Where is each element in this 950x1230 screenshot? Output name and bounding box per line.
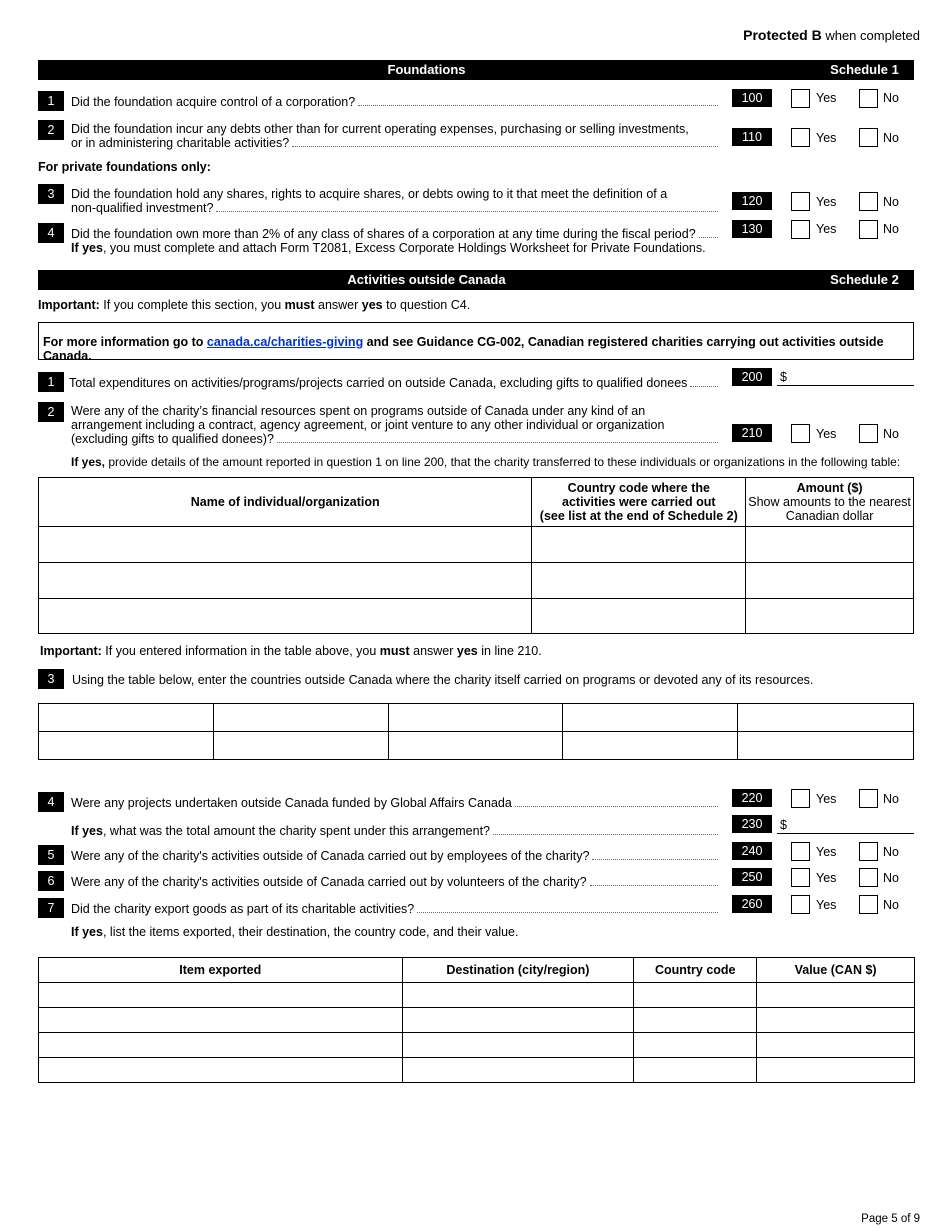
country-code-cell[interactable] <box>634 1058 757 1083</box>
question-number: 2 <box>38 120 64 140</box>
question-number: 2 <box>38 402 64 422</box>
no-checkbox[interactable] <box>859 192 878 211</box>
amount-cell[interactable] <box>746 527 914 563</box>
line-code: 100 <box>732 89 772 107</box>
question-text: Did the foundation own more than 2% of any class of shares of a corporation at any time during the fiscal period? If yes, you must complete and attach Form T2081, Excess Corporate Holdings Worksheet for Private Foundations. <box>71 227 721 255</box>
table-row <box>39 732 914 760</box>
no-checkbox[interactable] <box>859 842 878 861</box>
no-label: No <box>883 845 899 859</box>
question-subtext: If yes, what was the total amount the charity spent under this arrangement? <box>71 824 721 838</box>
question-text: Did the charity export goods as part of its charitable activities? <box>71 902 721 916</box>
dollar-sign: $ <box>780 818 787 832</box>
table-row <box>39 1033 915 1058</box>
line-code: 210 <box>732 424 772 442</box>
no-checkbox[interactable] <box>859 895 878 914</box>
destination-cell[interactable] <box>402 1033 634 1058</box>
total-expenditures-input[interactable] <box>777 367 914 386</box>
column-header: Destination (city/region) <box>402 958 634 983</box>
section-header-foundations <box>38 60 914 80</box>
no-checkbox[interactable] <box>859 89 878 108</box>
question-number: 1 <box>38 372 64 392</box>
item-cell[interactable] <box>39 1033 403 1058</box>
line-code: 250 <box>732 868 772 886</box>
countries-table <box>38 703 914 760</box>
yes-label: Yes <box>816 792 837 806</box>
table-row <box>39 983 915 1008</box>
important-note: Important: If you entered information in the table above, you must answer yes in line 210. <box>40 644 542 658</box>
question-text: Did the foundation incur any debts other than for current operating expenses, purchasing or selling investments, or in administering charitable activities? <box>71 122 721 150</box>
charities-giving-link[interactable]: canada.ca/charities-giving <box>206 335 364 349</box>
yes-checkbox[interactable] <box>791 128 810 147</box>
line-code: 200 <box>732 368 772 386</box>
country-cell[interactable] <box>213 704 388 732</box>
table-row <box>39 1008 915 1033</box>
table-row <box>39 527 914 563</box>
yes-checkbox[interactable] <box>791 89 810 108</box>
destination-cell[interactable] <box>402 983 634 1008</box>
yes-label: Yes <box>816 195 837 209</box>
no-label: No <box>883 871 899 885</box>
section-header-activities <box>38 270 914 290</box>
no-label: No <box>883 898 899 912</box>
column-header: Name of individual/organization <box>39 478 532 527</box>
country-cell[interactable] <box>563 704 738 732</box>
line-code: 260 <box>732 895 772 913</box>
country-code-cell[interactable] <box>634 1033 757 1058</box>
question-number: 5 <box>38 845 64 865</box>
yes-label: Yes <box>816 131 837 145</box>
dollar-sign: $ <box>780 370 787 384</box>
table-row <box>39 704 914 732</box>
section-title: Activities outside Canada <box>347 272 506 287</box>
yes-checkbox[interactable] <box>791 220 810 239</box>
yes-checkbox[interactable] <box>791 842 810 861</box>
amount-cell[interactable] <box>746 599 914 634</box>
yes-label: Yes <box>816 427 837 441</box>
yes-checkbox[interactable] <box>791 868 810 887</box>
yes-checkbox[interactable] <box>791 895 810 914</box>
if-yes-instruction: If yes, provide details of the amount reported in question 1 on line 200, that the charity transferred to these individuals or organizations in the following table: <box>71 455 901 469</box>
table-row <box>39 563 914 599</box>
question-number: 4 <box>38 223 64 243</box>
yes-label: Yes <box>816 222 837 236</box>
destination-cell[interactable] <box>402 1058 634 1083</box>
question-text: Were any of the charity’s financial resources spent on programs outside of Canada under any kind of an arrangement including a contract, agency agreement, or joint venture to any other individual or organization (excluding gifts to qualified donees)? <box>71 404 721 446</box>
country-cell[interactable] <box>738 704 914 732</box>
global-affairs-amount-input[interactable] <box>777 815 914 834</box>
value-cell[interactable] <box>757 1058 915 1083</box>
value-cell[interactable] <box>757 983 915 1008</box>
amount-cell[interactable] <box>746 563 914 599</box>
country-cell[interactable] <box>39 704 214 732</box>
page-number: Page 5 of 9 <box>861 1213 920 1225</box>
item-cell[interactable] <box>39 1058 403 1083</box>
info-box: For more information go to canada.ca/charities-giving and see Guidance CG-002, Canadian registered charities carrying out activities outside Canada. <box>38 322 914 360</box>
section-title: Foundations <box>387 62 466 77</box>
line-code: 230 <box>732 815 772 833</box>
question-text: Were any of the charity's activities outside of Canada carried out by volunteers of the charity? <box>71 875 721 889</box>
name-cell[interactable] <box>39 599 532 634</box>
country-code-cell[interactable] <box>634 1008 757 1033</box>
important-note: Important: If you complete this section, you must answer yes to question C4. <box>38 298 471 312</box>
country-cell[interactable] <box>213 732 388 760</box>
private-foundations-note: For private foundations only: <box>38 160 211 174</box>
question-text: Were any of the charity's activities outside of Canada carried out by employees of the charity? <box>71 849 721 863</box>
yes-checkbox[interactable] <box>791 192 810 211</box>
line-code: 120 <box>732 192 772 210</box>
column-header: Amount ($) Show amounts to the nearest Canadian dollar <box>746 478 914 527</box>
question-number: 3 <box>38 184 64 204</box>
yes-label: Yes <box>816 845 837 859</box>
column-header: Item exported <box>39 958 403 983</box>
yes-checkbox[interactable] <box>791 424 810 443</box>
line-code: 240 <box>732 842 772 860</box>
no-checkbox[interactable] <box>859 220 878 239</box>
column-header: Country code <box>634 958 757 983</box>
table-row <box>39 599 914 634</box>
table-row <box>39 1058 915 1083</box>
question-number: 7 <box>38 898 64 918</box>
value-cell[interactable] <box>757 1033 915 1058</box>
country-cell[interactable] <box>388 704 563 732</box>
country-cell[interactable] <box>738 732 914 760</box>
no-label: No <box>883 222 899 236</box>
country-cell[interactable] <box>563 732 738 760</box>
transfers-table <box>38 477 914 634</box>
question-number: 4 <box>38 792 64 812</box>
no-label: No <box>883 91 899 105</box>
question-number: 6 <box>38 871 64 891</box>
question-text: Were any projects undertaken outside Canada funded by Global Affairs Canada <box>71 796 721 810</box>
yes-label: Yes <box>816 898 837 912</box>
schedule-label: Schedule 1 <box>830 62 899 77</box>
country-code-cell[interactable] <box>532 599 746 634</box>
line-code: 130 <box>732 220 772 238</box>
exports-table <box>38 957 915 1083</box>
yes-label: Yes <box>816 871 837 885</box>
country-cell[interactable] <box>39 732 214 760</box>
no-label: No <box>883 195 899 209</box>
question-text: Using the table below, enter the countries outside Canada where the charity itself carried on programs or devoted any of its resources. <box>72 673 814 687</box>
question-text: Did the foundation hold any shares, rights to acquire shares, or debts owing to it that meet the definition of a non-qualified investment? <box>71 187 721 215</box>
item-cell[interactable] <box>39 1008 403 1033</box>
column-header: Value (CAN $) <box>757 958 915 983</box>
line-code: 110 <box>732 128 772 146</box>
name-cell[interactable] <box>39 563 532 599</box>
name-cell[interactable] <box>39 527 532 563</box>
no-checkbox[interactable] <box>859 128 878 147</box>
country-code-cell[interactable] <box>532 563 746 599</box>
no-label: No <box>883 427 899 441</box>
protected-label: Protected B when completed <box>743 27 920 43</box>
destination-cell[interactable] <box>402 1008 634 1033</box>
column-header: Country code where the activities were carried out (see list at the end of Schedule 2) <box>532 478 746 527</box>
country-cell[interactable] <box>388 732 563 760</box>
schedule-label: Schedule 2 <box>830 272 899 287</box>
yes-label: Yes <box>816 91 837 105</box>
question-text: Did the foundation acquire control of a corporation? <box>71 95 721 109</box>
line-code: 220 <box>732 789 772 807</box>
no-label: No <box>883 131 899 145</box>
yes-checkbox[interactable] <box>791 789 810 808</box>
if-yes-instruction: If yes, list the items exported, their destination, the country code, and their value. <box>71 925 519 939</box>
country-code-cell[interactable] <box>532 527 746 563</box>
no-checkbox[interactable] <box>859 424 878 443</box>
value-cell[interactable] <box>757 1008 915 1033</box>
question-number: 1 <box>38 91 64 111</box>
item-cell[interactable] <box>39 983 403 1008</box>
no-label: No <box>883 792 899 806</box>
question-number: 3 <box>38 669 64 689</box>
question-text: Total expenditures on activities/programs/projects carried on outside Canada, excluding gifts to qualified donees <box>69 376 721 390</box>
no-checkbox[interactable] <box>859 789 878 808</box>
no-checkbox[interactable] <box>859 868 878 887</box>
country-code-cell[interactable] <box>634 983 757 1008</box>
